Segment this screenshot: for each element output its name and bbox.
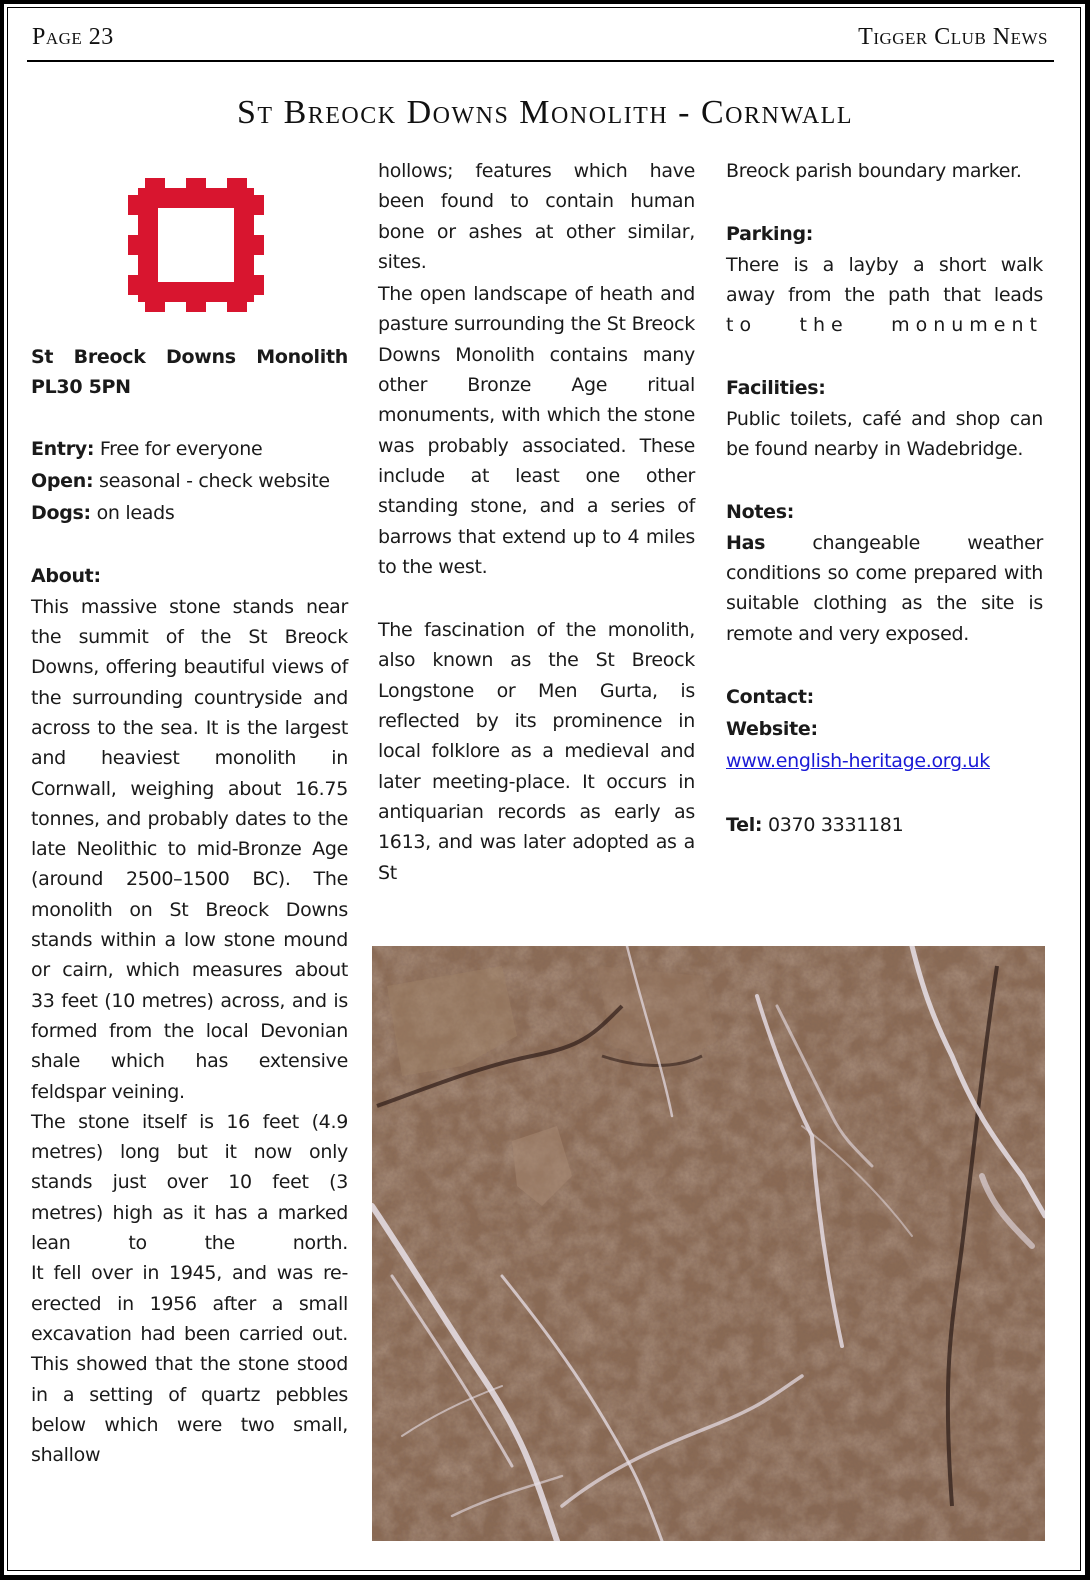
about-heading: About: — [31, 565, 101, 588]
spacer — [726, 649, 1043, 682]
about-paragraph-2c: hollows; features which have been found to contain human bone or ashes at other similar, sites. — [378, 160, 695, 273]
logo-shape — [128, 178, 264, 312]
article-title: St Breock Downs Monolith - Cornwall — [237, 94, 853, 131]
about-paragraph-2b: It fell over in 1945, and was re-erected in 1956 after a small excavation had been carried out. This showed that the stone stood in a setting of quartz pebbles below which were two small, shallow — [31, 1262, 348, 1467]
telephone-line — [726, 810, 1043, 840]
running-head — [32, 24, 1048, 58]
rock-surface-photo — [372, 946, 1045, 1541]
spacer — [726, 464, 1043, 497]
spacer — [31, 403, 348, 436]
parking-heading: Parking: — [726, 223, 814, 246]
fact-label: Entry: — [31, 437, 95, 460]
fact-entry — [31, 434, 348, 464]
contact-heading: Contact: — [726, 685, 814, 708]
notes-text — [726, 528, 1043, 649]
website-line — [726, 746, 1043, 776]
rock-texture — [372, 946, 1045, 1541]
fact-value: on leads — [90, 502, 175, 525]
page-number: Page 23 — [32, 24, 114, 50]
notes-lead: Has — [726, 531, 766, 554]
fact-value: seasonal - check website — [93, 469, 330, 492]
website-link[interactable]: www.english-heritage.org.uk — [726, 750, 990, 773]
fact-label: Open: — [31, 469, 94, 492]
about-paragraph-3: The open landscape of heath and pasture surrounding the St Breock Downs Monolith contains many other Bronze Age ritual monuments, with which the stone was probably associated. These include at least one other standing stone, and a series of barrows that extend up to 4 miles to the west. — [378, 283, 695, 578]
header-rule — [27, 60, 1054, 62]
tel-label: Tel: — [726, 813, 763, 836]
website-label: Website: — [726, 718, 818, 741]
about-paragraph-4: The fascination of the monolith, also known as the St Breock Longstone or Men Gurta, is reflected by its prominence in local folklore as a medieval and later meeting-place. It occurs in antiquarian records as early as 1613, and was later adopted as a St — [378, 619, 695, 884]
parking-text-end: to the monument — [726, 314, 1043, 337]
notes-heading: Notes: — [726, 501, 795, 524]
site-name-block — [31, 342, 348, 403]
english-heritage-logo-icon — [128, 178, 264, 312]
about-paragraph-2a: The stone itself is 16 feet (4.9 metres) long but it now only stands just over 10 feet (3 metres) high as it has a marked lean to the north. — [31, 1110, 348, 1255]
site-name: St Breock Downs Monolith — [31, 346, 348, 368]
facilities-heading: Facilities: — [726, 377, 826, 400]
fact-label: Dogs: — [31, 502, 91, 525]
column-right — [726, 156, 1043, 840]
parking-text: There is a layby a short walk away from the path that leads — [726, 253, 1043, 306]
spacer — [726, 777, 1043, 810]
tel-number: 0370 3331181 — [762, 813, 904, 836]
site-postcode: PL30 5PN — [31, 376, 131, 399]
fact-value: Free for everyone — [94, 437, 263, 460]
publication-name: Tigger Club News — [858, 24, 1048, 50]
spacer — [726, 186, 1043, 219]
spacer — [31, 528, 348, 561]
about-paragraph-1: This massive stone stands near the summit of the St Breock Downs, offering beautiful views of the surrounding countryside and across to the sea. It is the largest and heaviest monolith in Cornwall, weighing about 16.75 tonnes, and probably dates to the late Neolithic to mid-Bronze Age (around 2500–1500 BC). The monolith on St Breock Downs stands within a low stone mound or cairn, which measures about 33 feet (10 metres) across, and is formed from the local Devonian shale which has extensive feldspar veining. — [31, 595, 348, 1103]
facilities-text: Public toilets, café and shop can be found nearby in Wadebridge. — [726, 407, 1043, 461]
column-middle — [378, 156, 695, 888]
fact-open — [31, 466, 348, 496]
fact-dogs — [31, 498, 348, 528]
spacer — [378, 582, 695, 615]
spacer — [726, 340, 1043, 373]
column-left — [31, 342, 348, 1470]
notes-body: changeable weather conditions so come prepared with suitable clothing as the site is remote and very exposed. — [726, 531, 1043, 645]
about-paragraph-4-end: Breock parish boundary marker. — [726, 160, 1022, 182]
